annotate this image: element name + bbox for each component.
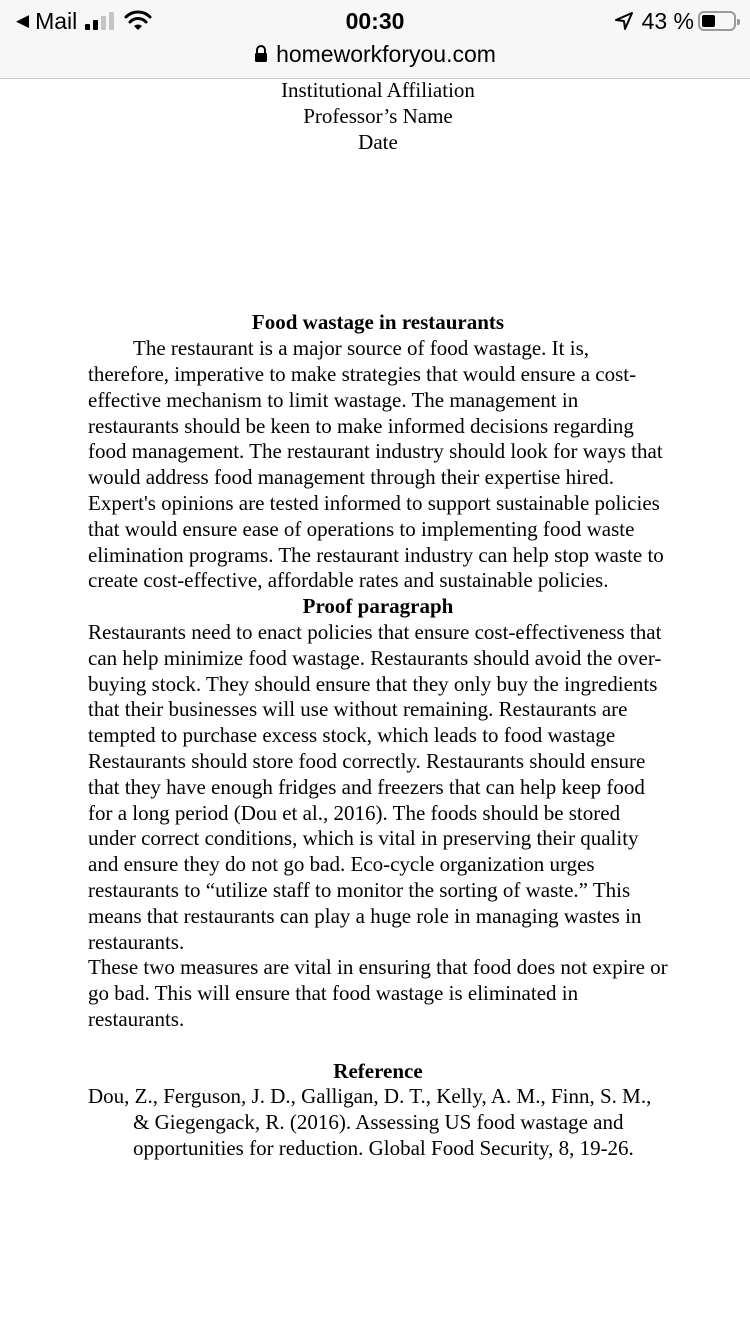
document-title: Food wastage in restaurants xyxy=(251,310,505,335)
document-page xyxy=(88,78,668,1162)
header-professor: Professor’s Name xyxy=(303,103,453,128)
intro-paragraph: The restaurant is a major source of food wastage. It is, therefore, imperative to make strategies that would ensure a cost-effective mechanism to limit wastage. The management in restaurants should be keen to make informed decisions regarding food management. The restaurant industry should look for ways that would address food management through their expertise hired. Expert's opinions are tested informed to support sustainable policies that would ensure ease of operations to implementing food waste elimination programs. The restaurant industry can help stop waste to create cost-effective, affordable rates and sustainable policies. xyxy=(88,336,664,593)
address-bar[interactable] xyxy=(0,38,750,70)
proof-heading: Proof paragraph xyxy=(302,594,454,619)
reference-heading: Reference xyxy=(333,1058,423,1083)
proof-paragraph-3: These two measures are vital in ensuring that food does not expire or go bad. This will ensure that food wastage is eliminated in restaurants. xyxy=(88,955,668,1031)
battery-fill xyxy=(702,15,715,27)
back-triangle-icon[interactable]: ◀ xyxy=(16,11,30,30)
reference-entry: Dou, Z., Ferguson, J. D., Galligan, D. T., Kelly, A. M., Finn, S. M., & Giegengack, R. (2016). Assessing US food wastage and opportunities for reduction. Global Food Security, 8, 19-26. xyxy=(88,1084,652,1160)
battery-percentage: 43 % xyxy=(641,7,694,34)
battery-nub xyxy=(737,19,740,25)
spacer xyxy=(88,1033,668,1059)
spacer xyxy=(88,155,668,310)
proof-paragraph-2: Restaurants should store food correctly. Restaurants should ensure that they have enough fridges and freezers that can help keep food for a long period (Dou et al., 2016). The foods should be stored under correct conditions, which is vital in preserving their quality and ensure they do not go bad. Eco-cycle organization urges restaurants to “utilize staff to monitor the sorting of waste.” This means that restaurants can play a huge role in managing wastes in restaurants. xyxy=(88,748,646,954)
browser-top-bar xyxy=(0,0,750,79)
header-date: Date xyxy=(358,129,398,154)
url-text[interactable]: homeworkforyou.com xyxy=(276,40,496,67)
proof-paragraph-1: Restaurants need to enact policies that ensure cost-effectiveness that can help minimize food wastage. Restaurants should avoid the over-buying stock. They should ensure that they only buy the ingredients that their businesses will use without remaining. Restaurants are tempted to purchase excess stock, which leads to food wastage xyxy=(88,619,662,748)
status-right xyxy=(614,6,736,36)
location-arrow-icon xyxy=(614,11,634,31)
lock-icon xyxy=(254,45,268,63)
battery-icon xyxy=(698,11,736,31)
back-to-app-label[interactable]: Mail xyxy=(35,7,78,34)
clock-time: 00:30 xyxy=(345,8,405,34)
header-institution: Institutional Affiliation xyxy=(281,78,475,102)
